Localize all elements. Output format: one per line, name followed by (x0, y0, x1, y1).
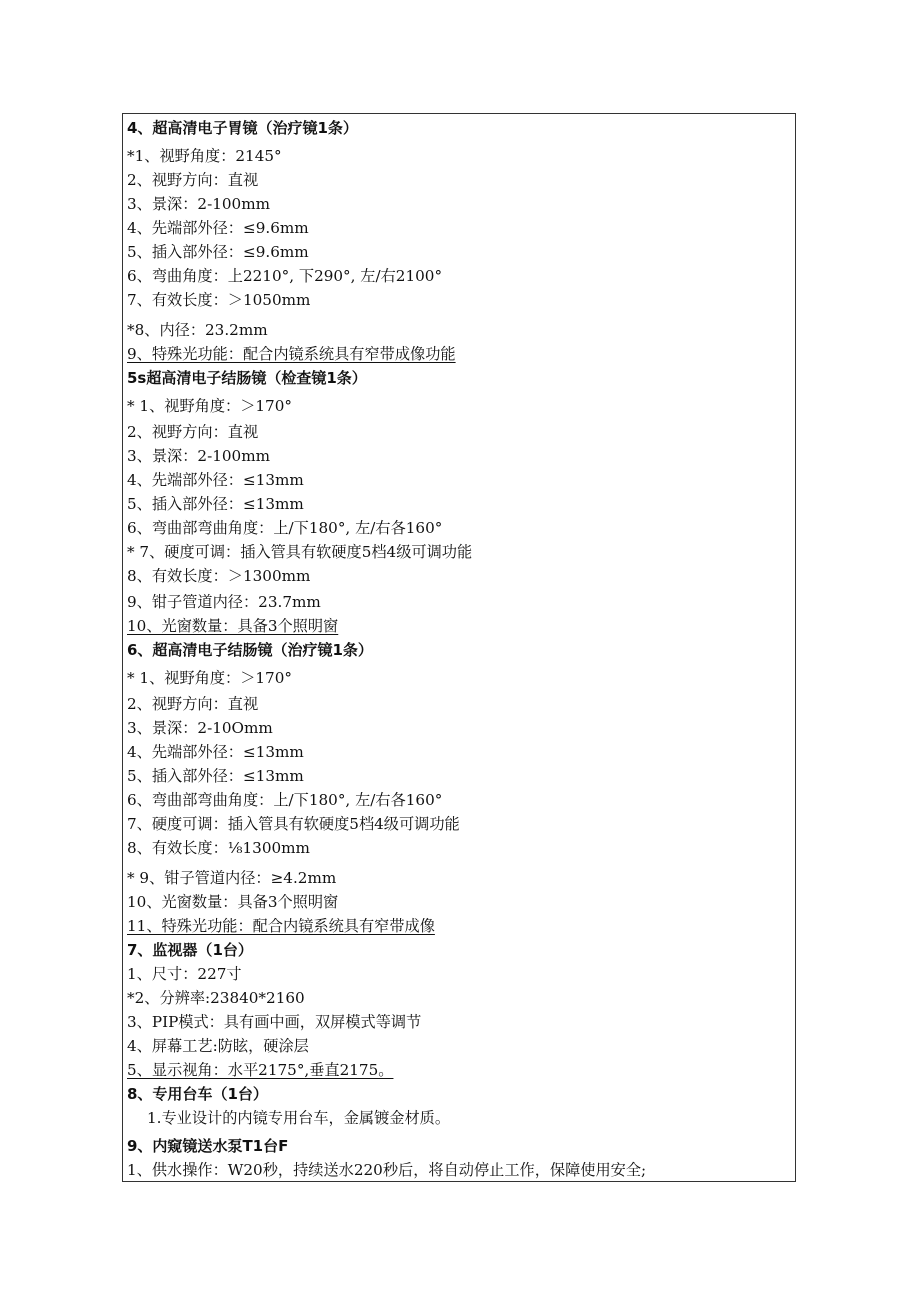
spec-line: * 1、视野角度：＞170° (127, 669, 292, 687)
spec-line: 8、有效长度：＞1300mm (127, 567, 311, 585)
spec-line: 5、显示视角：水平2175°,垂直2175。 (127, 1061, 394, 1079)
spec-line: 7、有效长度：＞1050mm (127, 291, 311, 309)
section-heading: 9、内窥镜送水泵T1台F (127, 1137, 289, 1155)
section-heading: 4、超高清电子胃镜（治疗镜1条） (127, 119, 358, 137)
spec-line: 2、视野方向：直视 (127, 423, 259, 441)
spec-line: 11、特殊光功能：配合内镜系统具有窄带成像 (127, 917, 435, 935)
spec-line: 10、光窗数量：具备3个照明窗 (127, 617, 339, 635)
spec-line: 4、屏幕工艺:防眩，硬涂层 (127, 1037, 309, 1055)
spec-line: 6、弯曲角度：上2210°, 下290°, 左/右2100° (127, 267, 443, 285)
spec-line: 3、PIP模式：具有画中画，双屏模式等调节 (127, 1013, 422, 1031)
spec-line: 3、景深：2-10Omm (127, 719, 273, 737)
section-heading: 7、监视器（1台） (127, 941, 253, 959)
spec-line: 6、弯曲部弯曲角度：上/下180°, 左/右各160° (127, 519, 443, 537)
spec-line: 5、插入部外径：≤13mm (127, 767, 304, 785)
spec-line: * 9、钳子管道内径：≥4.2mm (127, 869, 337, 887)
spec-line: 5、插入部外径：≤9.6mm (127, 243, 309, 261)
spec-line: 1、尺寸：227寸 (127, 965, 242, 983)
spec-line: 8、有效长度：⅛1300mm (127, 839, 310, 857)
spec-line: 3、景深：2-100mm (127, 195, 270, 213)
spec-line: 3、景深：2-100mm (127, 447, 270, 465)
spec-line: *2、分辨率:23840*2160 (127, 989, 305, 1007)
spec-line: 2、视野方向：直视 (127, 695, 259, 713)
spec-line: 9、钳子管道内径：23.7mm (127, 593, 321, 611)
spec-line: *8、内径：23.2mm (127, 321, 268, 339)
section-heading: 5s超高清电子结肠镜（检查镜1条） (127, 369, 367, 387)
spec-line: 2、视野方向：直视 (127, 171, 259, 189)
spec-line: *1、视野角度：2145° (127, 147, 282, 165)
spec-line: * 7、硬度可调：插入管具有软硬度5档4级可调功能 (127, 543, 473, 561)
spec-line: 7、硬度可调：插入管具有软硬度5档4级可调功能 (127, 815, 460, 833)
spec-line: 10、光窗数量：具备3个照明窗 (127, 893, 339, 911)
spec-line: 1.专业设计的内镜专用台车，金属镀金材质。 (147, 1109, 451, 1127)
spec-line: 4、先端部外径：≤9.6mm (127, 219, 309, 237)
spec-line: 4、先端部外径：≤13mm (127, 471, 304, 489)
spec-line: 9、特殊光功能：配合内镜系统具有窄带成像功能 (127, 345, 456, 363)
section-heading: 6、超高清电子结肠镜（治疗镜1条） (127, 641, 373, 659)
spec-line: * 1、视野角度：＞170° (127, 397, 292, 415)
section-heading: 8、专用台车（1台） (127, 1085, 268, 1103)
spec-line: 1、供水操作：W20秒，持续送水220秒后，将自动停止工作，保障使用安全; (127, 1161, 647, 1179)
spec-line: 4、先端部外径：≤13mm (127, 743, 304, 761)
spec-line: 6、弯曲部弯曲角度：上/下180°, 左/右各160° (127, 791, 443, 809)
spec-line: 5、插入部外径：≤13mm (127, 495, 304, 513)
